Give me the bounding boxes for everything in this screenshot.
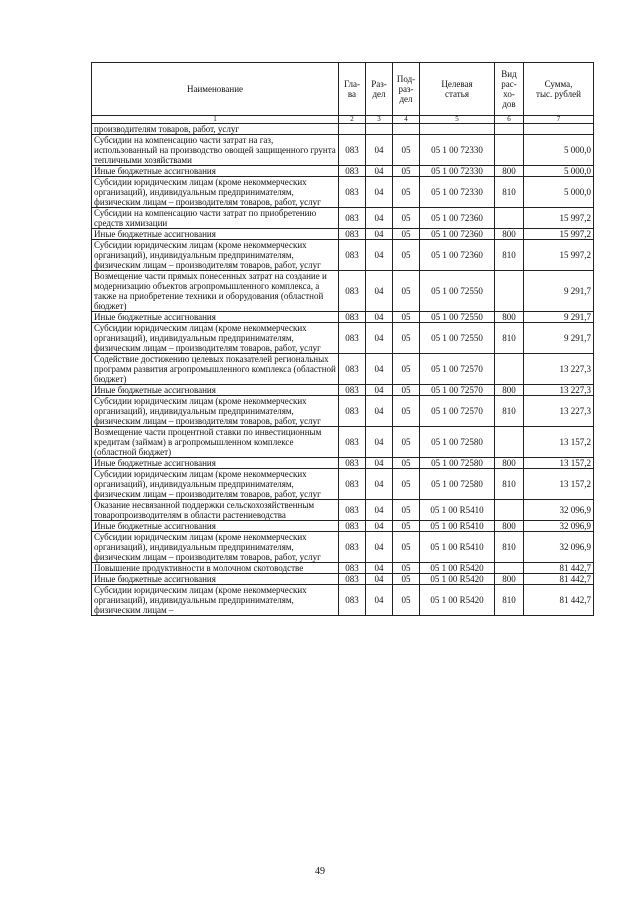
row-razdel-cell: 04 [366,240,393,271]
row-sum-cell: 5 000,0 [524,177,594,208]
column-number: 5 [420,116,495,124]
row-vid-cell: 800 [495,458,524,469]
table-row [92,166,594,177]
row-name-cell: Субсидии юридическим лицам (кроме некоммерческих организаций), индивидуальным предпринимателям, физическим лицам – производителям товаров, работ, услуг [92,323,339,354]
row-podrazdel-cell: 05 [393,208,420,229]
page-number: 49 [315,866,325,877]
row-podrazdel-cell: 05 [393,323,420,354]
row-razdel-cell: 04 [366,354,393,385]
row-target-cell: 05 1 00 72580 [420,458,495,469]
row-podrazdel-cell: 05 [393,135,420,166]
row-razdel-cell: 04 [366,458,393,469]
row-razdel-cell: 04 [366,585,393,616]
row-razdel-cell: 04 [366,208,393,229]
row-glava-cell: 083 [339,240,366,271]
row-target-cell: 05 1 00 72360 [420,229,495,240]
row-glava-cell: 083 [339,323,366,354]
row-sum-cell: 13 227,3 [524,385,594,396]
row-razdel-cell: 04 [366,177,393,208]
row-podrazdel-cell: 05 [393,521,420,532]
row-target-cell [420,124,495,135]
row-glava-cell: 083 [339,135,366,166]
row-name-cell: Иные бюджетные ассигнования [92,385,339,396]
header-sum: Сумма, тыс. рублей [524,63,594,116]
row-target-cell: 05 1 00 72330 [420,166,495,177]
row-target-cell: 05 1 00 R5410 [420,521,495,532]
table-row [92,396,594,427]
row-podrazdel-cell: 05 [393,458,420,469]
row-podrazdel-cell: 05 [393,166,420,177]
row-glava-cell [339,124,366,135]
table-row [92,458,594,469]
row-target-cell: 05 1 00 72360 [420,240,495,271]
table-row [92,135,594,166]
row-vid-cell [495,135,524,166]
row-target-cell: 05 1 00 72330 [420,177,495,208]
row-target-cell: 05 1 00 72570 [420,354,495,385]
row-name-cell: Оказание несвязанной поддержки сельскохозяйственным товаропроизводителям в области растениеводства [92,500,339,521]
row-podrazdel-cell: 05 [393,312,420,323]
row-glava-cell: 083 [339,427,366,458]
row-razdel-cell: 04 [366,323,393,354]
row-razdel-cell: 04 [366,271,393,312]
row-razdel-cell: 04 [366,312,393,323]
header-row [92,63,594,116]
row-glava-cell: 083 [339,521,366,532]
row-podrazdel-cell: 05 [393,563,420,574]
row-glava-cell: 083 [339,208,366,229]
row-name-cell: Иные бюджетные ассигнования [92,229,339,240]
table-row [92,574,594,585]
row-target-cell: 05 1 00 R5420 [420,563,495,574]
row-razdel-cell: 04 [366,229,393,240]
row-sum-cell: 13 157,2 [524,469,594,500]
header-glava: Гла- ва [339,63,366,116]
row-glava-cell: 083 [339,385,366,396]
row-target-cell: 05 1 00 R5410 [420,532,495,563]
header-razdel: Раз- дел [366,63,393,116]
row-vid-cell: 810 [495,469,524,500]
header-name: Наименование [92,63,339,116]
row-vid-cell [495,500,524,521]
row-sum-cell: 81 442,7 [524,585,594,616]
row-razdel-cell: 04 [366,532,393,563]
row-target-cell: 05 1 00 72570 [420,396,495,427]
row-target-cell: 05 1 00 R5420 [420,585,495,616]
table-row [92,563,594,574]
table-row [92,208,594,229]
row-glava-cell: 083 [339,166,366,177]
row-target-cell: 05 1 00 72570 [420,385,495,396]
row-glava-cell: 083 [339,396,366,427]
row-podrazdel-cell: 05 [393,532,420,563]
row-name-cell: Иные бюджетные ассигнования [92,166,339,177]
row-sum-cell: 15 997,2 [524,208,594,229]
row-vid-cell: 800 [495,312,524,323]
row-name-cell: Возмещение части прямых понесенных затрат на создание и модернизацию объектов агропромышленного комплекса, а также на приобретение техники и оборудования (областной бюджет) [92,271,339,312]
row-razdel-cell: 04 [366,166,393,177]
row-podrazdel-cell [393,124,420,135]
row-vid-cell: 800 [495,229,524,240]
row-vid-cell: 800 [495,574,524,585]
row-name-cell: Иные бюджетные ассигнования [92,521,339,532]
table-row [92,500,594,521]
row-razdel-cell [366,124,393,135]
table-row [92,532,594,563]
table-row [92,312,594,323]
row-razdel-cell: 04 [366,135,393,166]
row-sum-cell: 81 442,7 [524,574,594,585]
row-name-cell: Субсидии юридическим лицам (кроме некоммерческих организаций), индивидуальным предпринимателям, физическим лицам – производителям товаров, работ, услуг [92,240,339,271]
row-name-cell: Субсидии юридическим лицам (кроме некоммерческих организаций), индивидуальным предпринимателям, физическим лицам – производителям товаров, работ, услуг [92,532,339,563]
row-vid-cell: 810 [495,532,524,563]
row-name-cell: Субсидии юридическим лицам (кроме некоммерческих организаций), индивидуальным предпринимателям, физическим лицам – [92,585,339,616]
row-name-cell: Возмещение части процентной ставки по инвестиционным кредитам (займам) в агропромышленном комплексе (областной бюджет) [92,427,339,458]
row-glava-cell: 083 [339,312,366,323]
table-row [92,271,594,312]
table-row [92,177,594,208]
row-podrazdel-cell: 05 [393,574,420,585]
column-number: 6 [495,116,524,124]
row-razdel-cell: 04 [366,469,393,500]
row-glava-cell: 083 [339,458,366,469]
row-target-cell: 05 1 00 72550 [420,312,495,323]
row-target-cell: 05 1 00 72580 [420,427,495,458]
row-podrazdel-cell: 05 [393,469,420,500]
row-vid-cell [495,271,524,312]
column-number: 1 [92,116,339,124]
column-number: 7 [524,116,594,124]
row-vid-cell: 810 [495,323,524,354]
row-glava-cell: 083 [339,500,366,521]
row-sum-cell: 15 997,2 [524,229,594,240]
header-podrazdel: Под- раз- дел [393,63,420,116]
row-glava-cell: 083 [339,574,366,585]
row-razdel-cell: 04 [366,574,393,585]
row-razdel-cell: 04 [366,427,393,458]
row-target-cell: 05 1 00 R5420 [420,574,495,585]
row-vid-cell: 810 [495,585,524,616]
row-name-cell: Повышение продуктивности в молочном скотоводстве [92,563,339,574]
row-podrazdel-cell: 05 [393,271,420,312]
row-sum-cell: 32 096,9 [524,500,594,521]
table-row [92,323,594,354]
table-body [92,124,594,616]
row-vid-cell: 800 [495,166,524,177]
row-razdel-cell: 04 [366,500,393,521]
table-row [92,385,594,396]
row-target-cell: 05 1 00 R5410 [420,500,495,521]
row-glava-cell: 083 [339,177,366,208]
row-podrazdel-cell: 05 [393,500,420,521]
row-podrazdel-cell: 05 [393,396,420,427]
table-row [92,124,594,135]
row-sum-cell: 9 291,7 [524,312,594,323]
row-vid-cell: 810 [495,177,524,208]
column-number: 4 [393,116,420,124]
row-vid-cell [495,563,524,574]
row-vid-cell: 810 [495,240,524,271]
row-sum-cell: 32 096,9 [524,532,594,563]
row-podrazdel-cell: 05 [393,354,420,385]
row-podrazdel-cell: 05 [393,177,420,208]
row-sum-cell: 81 442,7 [524,563,594,574]
row-sum-cell: 9 291,7 [524,323,594,354]
row-vid-cell [495,354,524,385]
row-name-cell: Субсидии на компенсацию части затрат по приобретению средств химизации [92,208,339,229]
row-glava-cell: 083 [339,354,366,385]
row-sum-cell: 13 157,2 [524,427,594,458]
row-target-cell: 05 1 00 72580 [420,469,495,500]
row-sum-cell: 5 000,0 [524,135,594,166]
column-number-row [92,116,594,124]
row-glava-cell: 083 [339,563,366,574]
row-sum-cell: 13 227,3 [524,396,594,427]
table-row [92,521,594,532]
row-sum-cell: 15 997,2 [524,240,594,271]
table-row [92,354,594,385]
table-row [92,427,594,458]
row-podrazdel-cell: 05 [393,585,420,616]
row-vid-cell [495,124,524,135]
table-row [92,240,594,271]
row-sum-cell [524,124,594,135]
row-name-cell: Субсидии юридическим лицам (кроме некоммерческих организаций), индивидуальным предпринимателям, физическим лицам – производителям товаров, работ, услуг [92,177,339,208]
column-number: 3 [366,116,393,124]
row-podrazdel-cell: 05 [393,427,420,458]
row-podrazdel-cell: 05 [393,229,420,240]
row-name-cell: Содействие достижению целевых показателей региональных программ развития агропромышленного комплекса (областной бюджет) [92,354,339,385]
row-vid-cell: 800 [495,521,524,532]
row-target-cell: 05 1 00 72360 [420,208,495,229]
row-glava-cell: 083 [339,469,366,500]
row-target-cell: 05 1 00 72550 [420,271,495,312]
row-vid-cell [495,427,524,458]
row-vid-cell [495,208,524,229]
table-row [92,229,594,240]
row-name-cell: производителям товаров, работ, услуг [92,124,339,135]
row-glava-cell: 083 [339,271,366,312]
row-target-cell: 05 1 00 72330 [420,135,495,166]
row-name-cell: Субсидии юридическим лицам (кроме некоммерческих организаций), индивидуальным предпринимателям, физическим лицам – производителям товаров, работ, услуг [92,396,339,427]
row-sum-cell: 32 096,9 [524,521,594,532]
budget-table [91,62,594,616]
row-glava-cell: 083 [339,229,366,240]
row-razdel-cell: 04 [366,521,393,532]
row-name-cell: Иные бюджетные ассигнования [92,312,339,323]
row-sum-cell: 13 157,2 [524,458,594,469]
row-target-cell: 05 1 00 72550 [420,323,495,354]
row-vid-cell: 810 [495,396,524,427]
row-razdel-cell: 04 [366,385,393,396]
table-row [92,469,594,500]
row-razdel-cell: 04 [366,396,393,427]
row-podrazdel-cell: 05 [393,385,420,396]
row-name-cell: Иные бюджетные ассигнования [92,574,339,585]
row-glava-cell: 083 [339,532,366,563]
row-sum-cell: 9 291,7 [524,271,594,312]
row-glava-cell: 083 [339,585,366,616]
row-podrazdel-cell: 05 [393,240,420,271]
row-sum-cell: 5 000,0 [524,166,594,177]
row-sum-cell: 13 227,3 [524,354,594,385]
row-razdel-cell: 04 [366,563,393,574]
row-vid-cell: 800 [495,385,524,396]
row-name-cell: Иные бюджетные ассигнования [92,458,339,469]
header-target: Целевая статья [420,63,495,116]
header-vid: Вид рас- хо- дов [495,63,524,116]
table-row [92,585,594,616]
column-number: 2 [339,116,366,124]
row-name-cell: Субсидии на компенсацию части затрат на газ, использованный на производство овощей защищенного грунта тепличными хозяйствами [92,135,339,166]
row-name-cell: Субсидии юридическим лицам (кроме некоммерческих организаций), индивидуальным предпринимателям, физическим лицам – производителям товаров, работ, услуг [92,469,339,500]
